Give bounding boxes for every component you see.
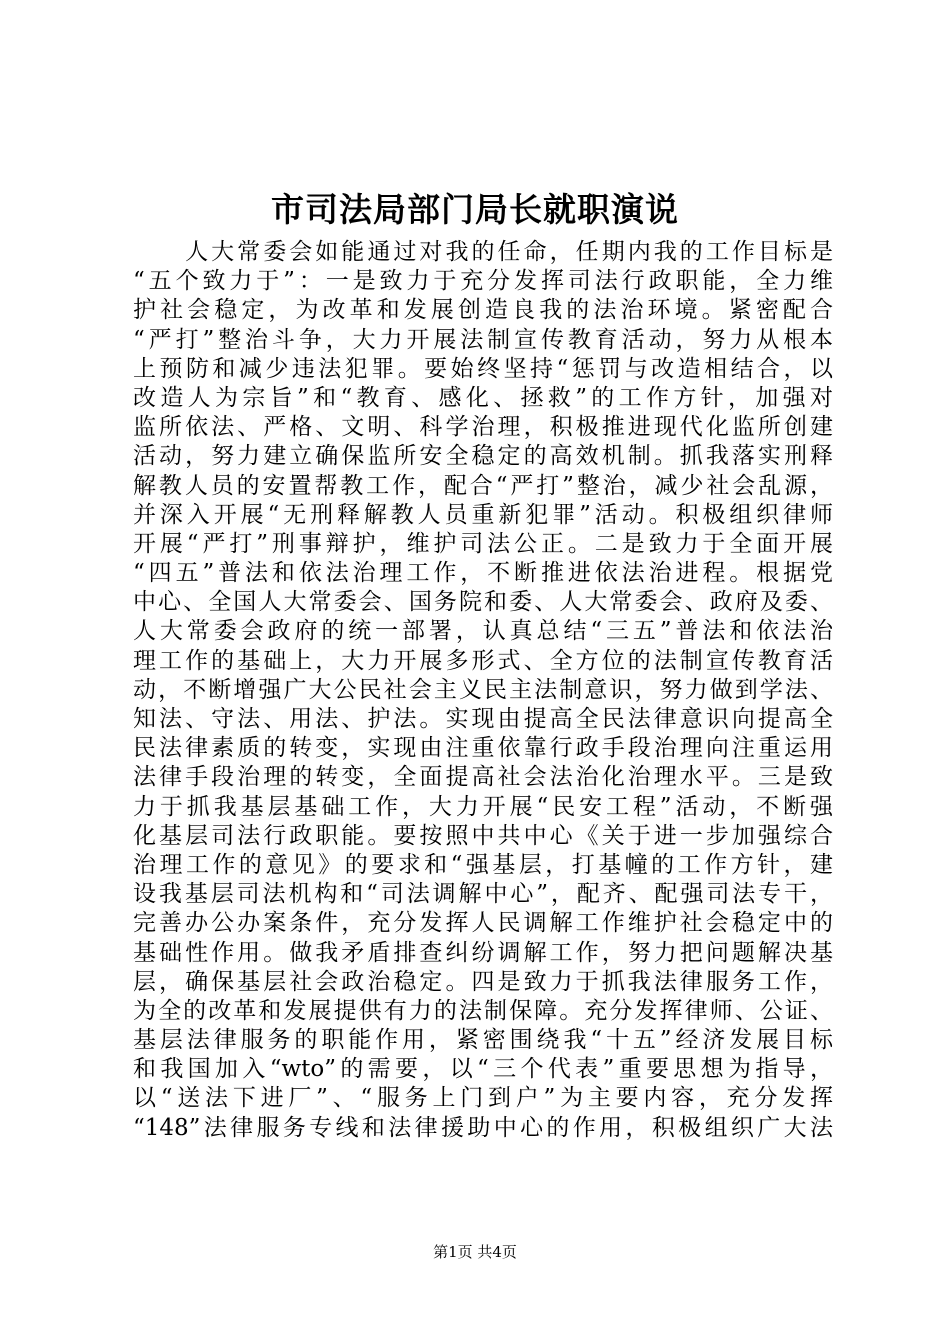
body-line: “四五”普法和依法治理工作，不断推进依法治进程。根据党 <box>133 560 833 587</box>
page-footer: 第1页 共4页 <box>433 1243 517 1261</box>
body-line: 监所依法、严格、文明、科学治理，积极推进现代化监所创建 <box>133 414 833 441</box>
body-line: 人大常委会如能通过对我的任命，任期内我的工作目标是 <box>133 239 833 265</box>
body-line: 理工作的基础上，大力开展多形式、全方位的法制宣传教育活 <box>133 647 833 674</box>
body-line: 民法律素质的转变，实现由注重依靠行政手段治理向注重运用 <box>133 735 833 762</box>
body-line: “148”法律服务专线和法律援助中心的作用，积极组织广大法 <box>133 1114 833 1141</box>
body-line: 和我国加入“wto”的需要，以“三个代表”重要思想为指导， <box>133 1056 833 1083</box>
body-line: 层，确保基层社会政治稳定。四是致力于抓我法律服务工作， <box>133 968 833 995</box>
document-body <box>133 238 833 1143</box>
body-line: 护社会稳定，为改革和发展创造良我的法治环境。紧密配合 <box>133 297 833 324</box>
body-line: 为全的改革和发展提供有力的法制保障。充分发挥律师、公证、 <box>133 997 833 1024</box>
body-line: 人大常委会政府的统一部署，认真总结“三五”普法和依法治 <box>133 618 833 645</box>
body-line: 解教人员的安置帮教工作，配合“严打”整治，减少社会乱源， <box>133 472 833 499</box>
body-line: 并深入开展“无刑释解教人员重新犯罪”活动。积极组织律师 <box>133 501 833 528</box>
body-line: 基础性作用。做我矛盾排查纠纷调解工作，努力把问题解决基 <box>133 939 833 966</box>
body-line: 以“送法下进厂”、“服务上门到户”为主要内容，充分发挥 <box>133 1085 833 1112</box>
body-line: 中心、全国人大常委会、国务院和委、人大常委会、政府及委、 <box>133 589 833 616</box>
body-line: 设我基层司法机构和“司法调解中心”，配齐、配强司法专干， <box>133 881 833 908</box>
body-line: 力于抓我基层基础工作，大力开展“民安工程”活动，不断强 <box>133 793 833 820</box>
body-line: 完善办公办案条件，充分发挥人民调解工作维护社会稳定中的 <box>133 910 833 937</box>
body-line: “五个致力于”：一是致力于充分发挥司法行政职能，全力维 <box>133 268 833 295</box>
body-line: 开展“严打”刑事辩护，维护司法公正。二是致力于全面开展 <box>133 530 833 557</box>
body-line: 知法、守法、用法、护法。实现由提高全民法律意识向提高全 <box>133 706 833 732</box>
body-line: 动，不断增强广大公民社会主义民主法制意识，努力做到学法、 <box>133 676 833 703</box>
body-line: 改造人为宗旨”和“教育、感化、拯救”的工作方针，加强对 <box>133 384 833 411</box>
body-line: 基层法律服务的职能作用，紧密围绕我“十五”经济发展目标 <box>133 1027 833 1054</box>
body-line: 上预防和减少违法犯罪。要始终坚持“惩罚与改造相结合，以 <box>133 355 833 382</box>
body-line: 法律手段治理的转变，全面提高社会法治化治理水平。三是致 <box>133 764 833 791</box>
body-line: 治理工作的意见》的要求和“强基层，打基幢的工作方针，建 <box>133 851 833 878</box>
body-line: “严打”整治斗争，大力开展法制宣传教育活动，努力从根本 <box>133 326 833 353</box>
body-line: 化基层司法行政职能。要按照中共中心《关于进一步加强综合 <box>133 822 833 849</box>
document-title: 市司法局部门局长就职演说 <box>271 190 679 229</box>
body-line: 活动，努力建立确保监所安全稳定的高效机制。抓我落实刑释 <box>133 443 833 470</box>
